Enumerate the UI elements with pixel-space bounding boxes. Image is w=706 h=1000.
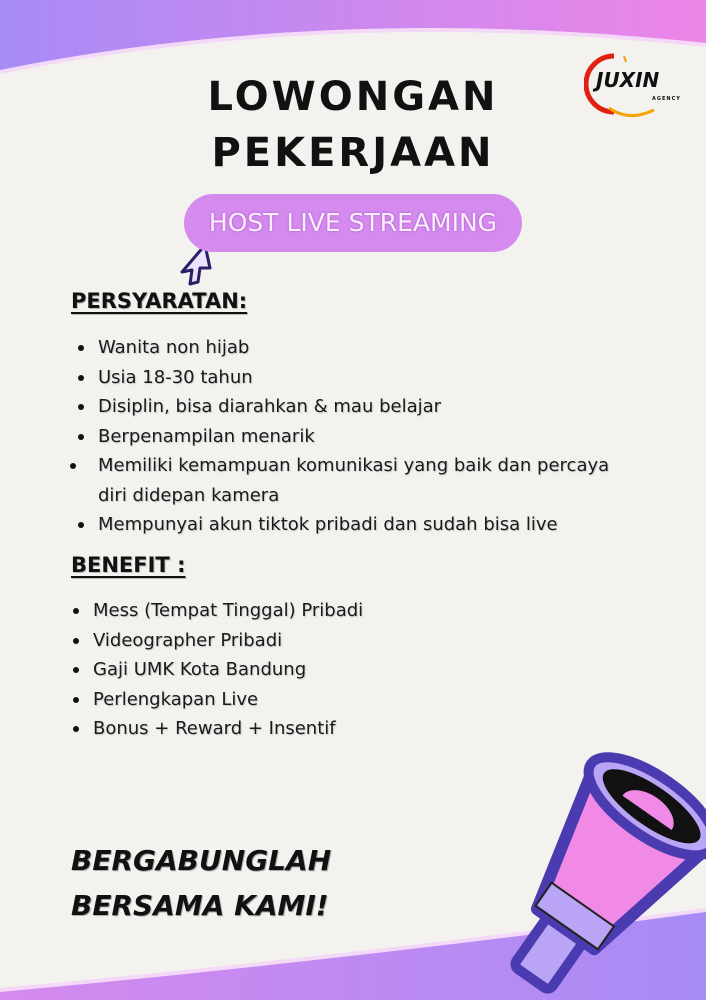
list-item: Mempunyai akun tiktok pribadi dan sudah bisa live [98, 510, 658, 540]
position-badge: HOST LIVE STREAMING [184, 194, 522, 252]
logo-name: JUXIN [596, 68, 660, 92]
list-item: Usia 18-30 tahun [98, 363, 658, 393]
requirements-list [98, 333, 658, 540]
list-item: Perlengkapan Live [93, 685, 593, 715]
benefits-heading: BENEFIT : [71, 553, 186, 577]
title-line-2: PEKERJAAN [211, 130, 495, 176]
list-item: Memiliki kemampuan komunikasi yang baik dan percaya diri didepan kamera [90, 451, 638, 510]
requirements-heading: PERSYARATAN: [71, 289, 248, 313]
list-item: Wanita non hijab [98, 333, 658, 363]
list-item: Gaji UMK Kota Bandung [93, 655, 593, 685]
cta-line-1: BERGABUNGLAH [71, 844, 332, 877]
list-item: Berpenampilan menarik [98, 422, 658, 452]
logo-sub: AGENCY [652, 96, 681, 102]
title-line-1: LOWONGAN [207, 74, 499, 120]
benefits-list [93, 596, 593, 744]
list-item: Mess (Tempat Tinggal) Pribadi [93, 596, 593, 626]
list-item: Bonus + Reward + Insentif [93, 714, 593, 744]
list-item: Disiplin, bisa diarahkan & mau belajar [98, 392, 658, 422]
cta-line-2: BERSAMA KAMI! [71, 889, 329, 922]
list-item: Videographer Pribadi [93, 626, 593, 656]
